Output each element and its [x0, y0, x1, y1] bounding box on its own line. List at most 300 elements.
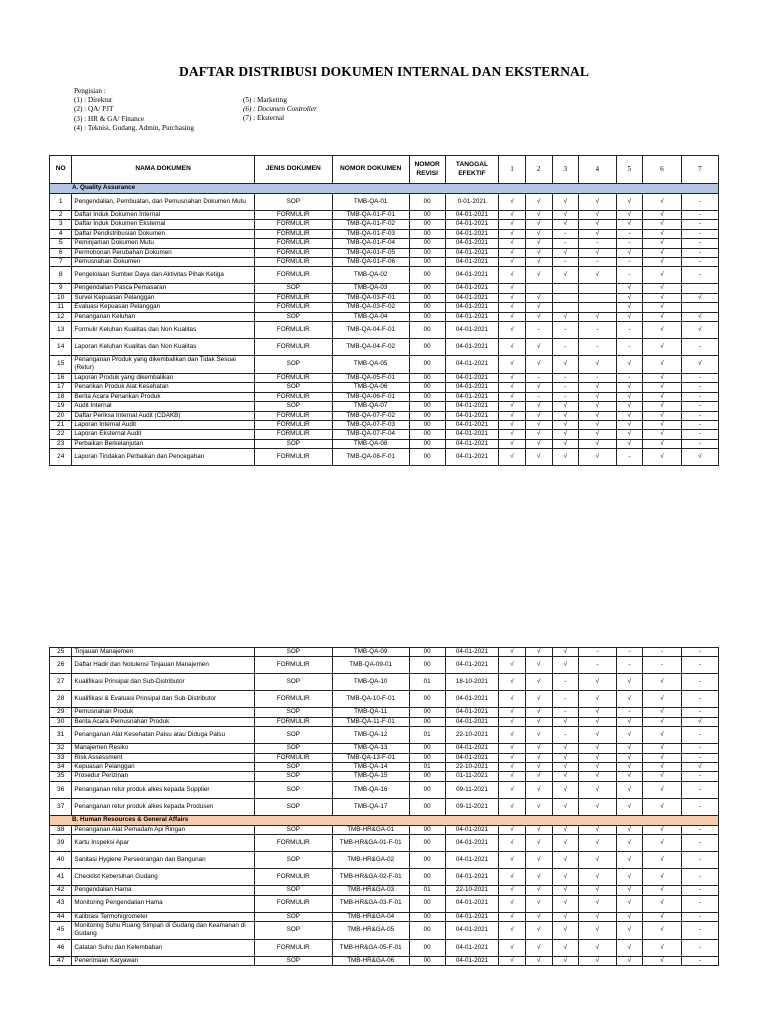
- effective-date: 09-11-2021: [445, 798, 498, 815]
- document-number: TMB-QA-04-F-01: [332, 322, 409, 339]
- distribution-mark-2: √: [525, 229, 552, 238]
- document-number: TMB-QA-06: [332, 383, 409, 392]
- distribution-mark-5: √: [616, 674, 643, 691]
- distribution-mark-7: -: [681, 220, 718, 229]
- effective-date: 04-01-2021: [445, 449, 498, 466]
- distribution-mark-5: √: [616, 744, 643, 753]
- effective-date: 04-01-2021: [445, 869, 498, 886]
- document-type: FORMULIR: [254, 939, 332, 956]
- distribution-mark-1: √: [499, 835, 526, 852]
- distribution-mark-2: √: [525, 886, 552, 895]
- table-row: [50, 373, 719, 382]
- document-type: SOP: [254, 402, 332, 411]
- distribution-mark-6: √: [643, 430, 681, 439]
- revision-number: 00: [409, 439, 445, 448]
- row-no: 19: [50, 402, 72, 411]
- distribution-mark-7: √: [681, 312, 718, 321]
- table-row: [50, 220, 719, 229]
- distribution-mark-5: -: [616, 267, 643, 284]
- document-name: Laporan Internal Audit: [72, 420, 254, 429]
- table-row: [50, 339, 719, 356]
- distribution-mark-1: √: [499, 312, 526, 321]
- distribution-mark-7: -: [681, 753, 718, 762]
- table-row: [50, 258, 719, 267]
- table-row: [50, 691, 719, 708]
- document-type: FORMULIR: [254, 293, 332, 302]
- distribution-mark-4: -: [579, 648, 616, 657]
- document-number: TMB-HR&GA-03: [332, 886, 409, 895]
- table-row: [50, 781, 719, 798]
- distribution-mark-7: -: [681, 895, 718, 912]
- revision-number: 00: [409, 229, 445, 238]
- distribution-mark-1: √: [499, 392, 526, 401]
- distribution-mark-6: √: [643, 781, 681, 798]
- distribution-mark-4: √: [579, 194, 616, 211]
- distribution-mark-3: -: [552, 322, 579, 339]
- revision-number: 00: [409, 411, 445, 420]
- revision-number: 00: [409, 753, 445, 762]
- document-number: TMB-QA-11-F-01: [332, 717, 409, 726]
- document-number: TMB-QA-11: [332, 708, 409, 717]
- distribution-mark-1: √: [499, 284, 526, 293]
- document-number: TMB-QA-04: [332, 312, 409, 321]
- distribution-mark-5: √: [616, 383, 643, 392]
- distribution-mark-4: √: [579, 956, 616, 965]
- row-no: 2: [50, 211, 72, 220]
- document-type: FORMULIR: [254, 717, 332, 726]
- revision-number: 01: [409, 727, 445, 744]
- revision-number: 00: [409, 220, 445, 229]
- table-row: [50, 383, 719, 392]
- row-no: 17: [50, 383, 72, 392]
- distribution-mark-3: -: [552, 691, 579, 708]
- distribution-mark-5: √: [616, 763, 643, 772]
- document-type: FORMULIR: [254, 411, 332, 420]
- distribution-mark-6: √: [643, 220, 681, 229]
- distribution-mark-3: √: [552, 220, 579, 229]
- revision-number: 00: [409, 691, 445, 708]
- distribution-mark-5: -: [616, 657, 643, 674]
- effective-date: 04-01-2021: [445, 717, 498, 726]
- distribution-mark-5: √: [616, 912, 643, 921]
- distribution-mark-5: √: [616, 211, 643, 220]
- distribution-mark-1: √: [499, 886, 526, 895]
- revision-number: 00: [409, 402, 445, 411]
- distribution-mark-2: √: [525, 657, 552, 674]
- header-col-2: 2: [525, 156, 552, 184]
- revision-number: 00: [409, 825, 445, 834]
- distribution-mark-7: -: [681, 258, 718, 267]
- distribution-mark-6: √: [643, 194, 681, 211]
- table-row: [50, 312, 719, 321]
- distribution-mark-1: √: [499, 691, 526, 708]
- revision-number: 00: [409, 303, 445, 312]
- revision-number: 00: [409, 852, 445, 869]
- distribution-mark-2: √: [525, 194, 552, 211]
- revision-number: 00: [409, 239, 445, 248]
- distribution-mark-7: √: [681, 449, 718, 466]
- distribution-mark-3: -: [552, 258, 579, 267]
- header-nomor-revisi: NOMOR REVISI: [409, 156, 445, 184]
- distribution-mark-1: √: [499, 708, 526, 717]
- distribution-mark-5: √: [616, 753, 643, 762]
- effective-date: 22-10-2021: [445, 886, 498, 895]
- distribution-mark-3: √: [552, 781, 579, 798]
- row-no: 43: [50, 895, 72, 912]
- document-type: SOP: [254, 922, 332, 940]
- distribution-mark-7: -: [681, 691, 718, 708]
- document-name: Audit Internal: [72, 402, 254, 411]
- distribution-mark-7: √: [681, 763, 718, 772]
- document-number: TMB-QA-09: [332, 648, 409, 657]
- distribution-mark-6: √: [643, 402, 681, 411]
- document-name: Laporan Tindakan Perbaikan dan Pencegahan: [72, 449, 254, 466]
- row-no: 6: [50, 248, 72, 257]
- distribution-mark-3: √: [552, 798, 579, 815]
- row-no: 21: [50, 420, 72, 429]
- distribution-mark-6: √: [643, 956, 681, 965]
- row-no: 8: [50, 267, 72, 284]
- distribution-mark-4: √: [579, 312, 616, 321]
- table-row: [50, 322, 719, 339]
- distribution-mark-4: -: [579, 258, 616, 267]
- row-no: 33: [50, 753, 72, 762]
- row-no: 13: [50, 322, 72, 339]
- distribution-mark-6: √: [643, 439, 681, 448]
- document-number: TMB-QA-07-F-02: [332, 411, 409, 420]
- distribution-mark-3: √: [552, 956, 579, 965]
- distribution-mark-1: √: [499, 211, 526, 220]
- document-number: TMB-QA-13: [332, 744, 409, 753]
- table-row: [50, 886, 719, 895]
- document-name: Penanganan Produk yang dikembalikan dan Tidak Sesuai (Retur): [72, 356, 254, 374]
- distribution-mark-6: √: [643, 356, 681, 374]
- document-number: TMB-QA-15: [332, 772, 409, 781]
- revision-number: 00: [409, 744, 445, 753]
- distribution-mark-7: -: [681, 439, 718, 448]
- distribution-mark-7: -: [681, 373, 718, 382]
- effective-date: 04-01-2021: [445, 753, 498, 762]
- header-no: NO: [50, 156, 72, 184]
- distribution-mark-4: √: [579, 420, 616, 429]
- distribution-mark-3: √: [552, 763, 579, 772]
- document-name: Pengendalian Hama: [72, 886, 254, 895]
- row-no: 42: [50, 886, 72, 895]
- section-row: [50, 815, 719, 825]
- document-number: TMB-QA-01: [332, 194, 409, 211]
- distribution-mark-6: √: [643, 449, 681, 466]
- distribution-mark-1: √: [499, 430, 526, 439]
- distribution-mark-2: √: [525, 439, 552, 448]
- distribution-mark-4: √: [579, 402, 616, 411]
- distribution-mark-2: √: [525, 744, 552, 753]
- distribution-mark-2: √: [525, 835, 552, 852]
- distribution-mark-5: √: [616, 717, 643, 726]
- document-type: FORMULIR: [254, 420, 332, 429]
- table-row: [50, 657, 719, 674]
- revision-number: 01: [409, 674, 445, 691]
- distribution-mark-6: √: [643, 339, 681, 356]
- document-name: Pemusnahan Produk: [72, 708, 254, 717]
- document-name: Daftar Periksa Internal Audit (CDAKB): [72, 411, 254, 420]
- distribution-mark-4: -: [579, 373, 616, 382]
- distribution-mark-1: √: [499, 258, 526, 267]
- effective-date: 04-01-2021: [445, 248, 498, 257]
- distribution-mark-4: √: [579, 220, 616, 229]
- revision-number: 00: [409, 772, 445, 781]
- document-name: Manajemen Resiko: [72, 744, 254, 753]
- row-no: 15: [50, 356, 72, 374]
- distribution-mark-6: √: [643, 835, 681, 852]
- document-name: Penanganan Alat Kesehatan Palsu atau Diduga Palsu: [72, 727, 254, 744]
- distribution-mark-1: √: [499, 825, 526, 834]
- distribution-mark-7: -: [681, 825, 718, 834]
- table-row: [50, 293, 719, 302]
- effective-date: 04-01-2021: [445, 956, 498, 965]
- section-title: A. Quality Assurance: [50, 184, 719, 194]
- row-no: 5: [50, 239, 72, 248]
- distribution-mark-7: -: [681, 852, 718, 869]
- table-row: [50, 648, 719, 657]
- distribution-mark-6: √: [643, 691, 681, 708]
- header-nama-dokumen: NAMA DOKUMEN: [72, 156, 254, 184]
- distribution-mark-5: √: [616, 284, 643, 293]
- distribution-mark-1: √: [499, 402, 526, 411]
- row-no: 24: [50, 449, 72, 466]
- document-type: SOP: [254, 825, 332, 834]
- revision-number: 00: [409, 912, 445, 921]
- distribution-mark-7: -: [681, 229, 718, 238]
- document-type: FORMULIR: [254, 392, 332, 401]
- document-type: FORMULIR: [254, 220, 332, 229]
- distribution-mark-6: √: [643, 912, 681, 921]
- distribution-mark-4: -: [579, 339, 616, 356]
- row-no: 35: [50, 772, 72, 781]
- distribution-mark-7: -: [681, 383, 718, 392]
- distribution-mark-2: √: [525, 430, 552, 439]
- document-type: FORMULIR: [254, 229, 332, 238]
- document-name: Catatan Suhu dan Kelembaban: [72, 939, 254, 956]
- distribution-mark-3: -: [552, 239, 579, 248]
- document-number: TMB-QA-06-F-01: [332, 392, 409, 401]
- row-no: 9: [50, 284, 72, 293]
- document-name: Survei Kepuasan Pelanggan: [72, 293, 254, 302]
- document-type: FORMULIR: [254, 239, 332, 248]
- row-no: 45: [50, 922, 72, 940]
- document-number: TMB-QA-07-F-04: [332, 430, 409, 439]
- distribution-mark-6: √: [643, 727, 681, 744]
- effective-date: 0-01-2021: [445, 194, 498, 211]
- legend-item: (7) : Eksternal: [243, 114, 285, 123]
- revision-number: 00: [409, 449, 445, 466]
- table-row: [50, 708, 719, 717]
- distribution-mark-7: -: [681, 781, 718, 798]
- document-name: Formulir Keluhan Kualitas dan Non Kualitas: [72, 322, 254, 339]
- legend-item: (2) : QA/ PJT: [74, 105, 114, 114]
- effective-date: 04-01-2021: [445, 284, 498, 293]
- distribution-mark-2: √: [525, 383, 552, 392]
- revision-number: 00: [409, 708, 445, 717]
- distribution-mark-7: -: [681, 922, 718, 940]
- distribution-mark-1: √: [499, 727, 526, 744]
- document-type: SOP: [254, 763, 332, 772]
- row-no: 36: [50, 781, 72, 798]
- distribution-mark-4: √: [579, 392, 616, 401]
- distribution-mark-7: -: [681, 956, 718, 965]
- document-number: TMB-QA-03-F-01: [332, 293, 409, 302]
- document-number: TMB-QA-07: [332, 402, 409, 411]
- distribution-mark-5: -: [616, 229, 643, 238]
- distribution-mark-4: √: [579, 691, 616, 708]
- revision-number: 00: [409, 284, 445, 293]
- revision-number: 00: [409, 835, 445, 852]
- distribution-mark-3: [552, 284, 579, 293]
- distribution-mark-4: √: [579, 825, 616, 834]
- distribution-mark-1: √: [499, 420, 526, 429]
- row-no: 1: [50, 194, 72, 211]
- effective-date: 04-01-2021: [445, 239, 498, 248]
- effective-date: 04-01-2021: [445, 895, 498, 912]
- table-row: [50, 727, 719, 744]
- effective-date: 04-01-2021: [445, 303, 498, 312]
- document-type: FORMULIR: [254, 303, 332, 312]
- distribution-mark-7: -: [681, 392, 718, 401]
- header-tanggal-efektif: TANGGAL EFEKTIF: [445, 156, 498, 184]
- effective-date: 04-01-2021: [445, 402, 498, 411]
- revision-number: 00: [409, 373, 445, 382]
- distribution-mark-1: √: [499, 939, 526, 956]
- document-type: SOP: [254, 744, 332, 753]
- distribution-mark-4: √: [579, 763, 616, 772]
- distribution-mark-4: √: [579, 753, 616, 762]
- distribution-mark-4: √: [579, 411, 616, 420]
- header-col-1: 1: [499, 156, 526, 184]
- distribution-mark-1: √: [499, 895, 526, 912]
- distribution-mark-5: √: [616, 781, 643, 798]
- table-row: [50, 402, 719, 411]
- table-row: [50, 852, 719, 869]
- document-name: Tinjauan Manajemen: [72, 648, 254, 657]
- document-name: Monitoring Pengendalian Hama: [72, 895, 254, 912]
- document-number: TMB-HR&GA-05-F-01: [332, 939, 409, 956]
- table-row: [50, 772, 719, 781]
- document-type: FORMULIR: [254, 258, 332, 267]
- document-type: SOP: [254, 956, 332, 965]
- distribution-mark-5: √: [616, 895, 643, 912]
- document-name: Daftar Induk Dokumen Eksternal: [72, 220, 254, 229]
- document-type: FORMULIR: [254, 869, 332, 886]
- distribution-mark-1: √: [499, 648, 526, 657]
- document-number: TMB-HR&GA-02: [332, 852, 409, 869]
- distribution-mark-2: √: [525, 727, 552, 744]
- distribution-mark-3: √: [552, 356, 579, 374]
- distribution-mark-2: √: [525, 674, 552, 691]
- effective-date: 04-01-2021: [445, 356, 498, 374]
- effective-date: 04-01-2021: [445, 383, 498, 392]
- legend-heading: Pengisian :: [74, 87, 106, 95]
- distribution-mark-2: √: [525, 411, 552, 420]
- table-row: [50, 717, 719, 726]
- header-col-6: 6: [643, 156, 681, 184]
- effective-date: 04-01-2021: [445, 939, 498, 956]
- document-name: Monitoring Suhu Ruang Simpan di Gudang dan Keamanan di Gudang: [72, 922, 254, 940]
- row-no: 23: [50, 439, 72, 448]
- document-name: Checklist Kebersihan Gudang: [72, 869, 254, 886]
- distribution-mark-4: √: [579, 439, 616, 448]
- distribution-mark-2: √: [525, 852, 552, 869]
- document-name: Daftar Pendistribusian Dokumen: [72, 229, 254, 238]
- distribution-mark-4: √: [579, 267, 616, 284]
- effective-date: 04-01-2021: [445, 339, 498, 356]
- distribution-mark-2: [525, 284, 552, 293]
- document-number: TMB-QA-03-F-02: [332, 303, 409, 312]
- document-number: TMB-QA-04-F-02: [332, 339, 409, 356]
- revision-number: 00: [409, 648, 445, 657]
- distribution-mark-1: √: [499, 194, 526, 211]
- row-no: 26: [50, 657, 72, 674]
- document-type: FORMULIR: [254, 211, 332, 220]
- document-type: SOP: [254, 708, 332, 717]
- document-type: SOP: [254, 772, 332, 781]
- header-col-3: 3: [552, 156, 579, 184]
- distribution-mark-3: √: [552, 420, 579, 429]
- revision-number: 00: [409, 657, 445, 674]
- row-no: 29: [50, 708, 72, 717]
- distribution-mark-2: √: [525, 267, 552, 284]
- table-row: [50, 229, 719, 238]
- distribution-mark-3: √: [552, 211, 579, 220]
- distribution-mark-4: √: [579, 922, 616, 940]
- distribution-mark-5: √: [616, 220, 643, 229]
- distribution-mark-5: √: [616, 411, 643, 420]
- document-name: Penanganan Keluhan: [72, 312, 254, 321]
- distribution-mark-5: √: [616, 798, 643, 815]
- distribution-mark-3: √: [552, 267, 579, 284]
- document-type: SOP: [254, 852, 332, 869]
- distribution-mark-5: √: [616, 939, 643, 956]
- distribution-mark-7: -: [681, 402, 718, 411]
- distribution-mark-5: -: [616, 258, 643, 267]
- document-number: TMB-HR&GA-04: [332, 912, 409, 921]
- distribution-mark-1: √: [499, 852, 526, 869]
- document-name: Daftar Induk Dokumen Internal: [72, 211, 254, 220]
- distribution-mark-2: √: [525, 753, 552, 762]
- revision-number: 00: [409, 258, 445, 267]
- effective-date: 04-01-2021: [445, 912, 498, 921]
- distribution-mark-4: √: [579, 852, 616, 869]
- table-row: [50, 912, 719, 921]
- distribution-mark-2: √: [525, 258, 552, 267]
- distribution-mark-6: √: [643, 420, 681, 429]
- document-name: Kepuasan Pelanggan: [72, 763, 254, 772]
- table-row: [50, 449, 719, 466]
- revision-number: 00: [409, 383, 445, 392]
- distribution-mark-4: √: [579, 835, 616, 852]
- distribution-mark-5: √: [616, 439, 643, 448]
- distribution-mark-4: √: [579, 744, 616, 753]
- distribution-mark-1: √: [499, 220, 526, 229]
- row-no: 25: [50, 648, 72, 657]
- distribution-mark-7: -: [681, 835, 718, 852]
- distribution-mark-3: √: [552, 430, 579, 439]
- distribution-mark-6: -: [643, 648, 681, 657]
- table-header-row: [50, 156, 719, 184]
- effective-date: 04-01-2021: [445, 420, 498, 429]
- document-number: TMB-QA-10-F-01: [332, 691, 409, 708]
- distribution-mark-3: √: [552, 744, 579, 753]
- distribution-mark-5: √: [616, 303, 643, 312]
- revision-number: 00: [409, 322, 445, 339]
